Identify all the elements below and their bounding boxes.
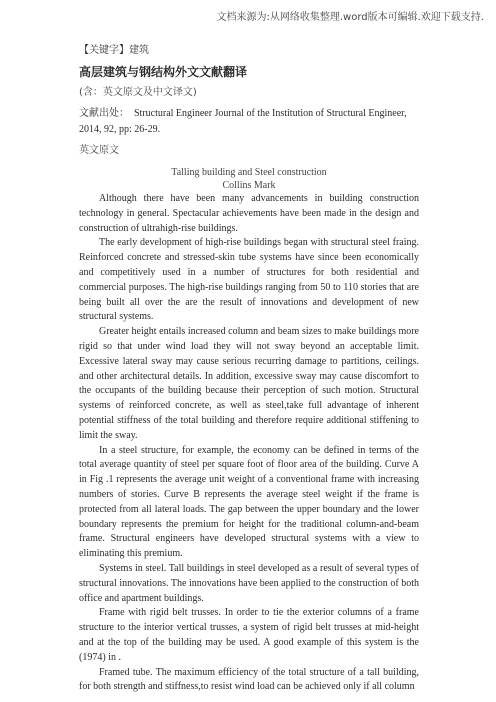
section-label: 英文原文 — [79, 145, 119, 156]
paper-title: Talling building and Steel construction — [171, 167, 327, 178]
paper-body — [79, 192, 419, 695]
paragraph: The early development of high-rise buildings began with structural steel fraing. Reinforced concrete and stressed-skin tube systems have since been economically and competitively used in a number of structures for both residential and commercial purposes. The high-rise buildings ranging from 50 to 110 stories that are being built all over the are the result of innovations and development of new structural systems. — [79, 237, 419, 323]
source-line — [79, 106, 419, 138]
paragraph: Although there have been many advancements in building construction technology in general. Spectacular achievements have been made in the design and construction of ultrahigh-rise buildings. — [79, 193, 419, 234]
paragraph: Systems in steel. Tall buildings in steel developed as a result of several types of structural innovations. The innovations have been applied to the construction of both office and apartment buildings. — [79, 562, 419, 604]
header-note: 文档来源为:从网络收集整理.word版本可编辑.欢迎下载支持. — [216, 12, 484, 23]
source-label: 文献出处： — [79, 108, 129, 119]
document-subtitle: (含：英文原文及中文译文) — [79, 87, 197, 98]
document-title: 高层建筑与钢结构外文文献翻译 — [79, 65, 248, 79]
paragraph: Frame with rigid belt trusses. In order to tie the exterior columns of a frame structure to the interior vertical trusses, a system of rigid belt trusses at mid-height and at the top of the building may be used. A good example of this system is the (1974) in . — [79, 607, 419, 663]
document-content — [79, 44, 419, 695]
paragraph: In a steel structure, for example, the economy can be defined in terms of the total average quantity of steel per square foot of floor area of the building. Curve A in Fig .1 represents the average unit weight of a conventional frame with increasing numbers of stories. Curve B represents the average steel weight if the frame is protected from all lateral loads. The gap between the upper boundary and the lower boundary represents the premium for height for the traditional column-and-beam frame. Structural engineers have developed structural systems with a view to eliminating this premium. — [79, 444, 419, 560]
source-citation: Structural Engineer Journal of the Institution of Structural Engineer, 2014, 92, pp: 26-29. — [79, 108, 407, 135]
keywords-line: 【关键字】建筑 — [79, 45, 149, 56]
paragraph: Framed tube. The maximum efficiency of the total structure of a tall building, for both strength and stiffness,to resist wind load can be achieved only if all column — [79, 666, 419, 693]
paper-author: Collins Mark — [222, 180, 276, 191]
paragraph: Greater height entails increased column and beam sizes to make buildings more rigid so that under wind load they will not sway beyond an acceptable limit. Excessive lateral sway may cause serious recurring damage to partitions, ceilings. and other architectural details. In addition, excessive sway may cause discomfort to the occupants of the building because their perception of such motion. Structural systems of reinforced concrete, as well as steel,take full advantage of inherent potential stiffness of the total building and therefore require additional stiffening to limit the sway. — [79, 326, 419, 441]
